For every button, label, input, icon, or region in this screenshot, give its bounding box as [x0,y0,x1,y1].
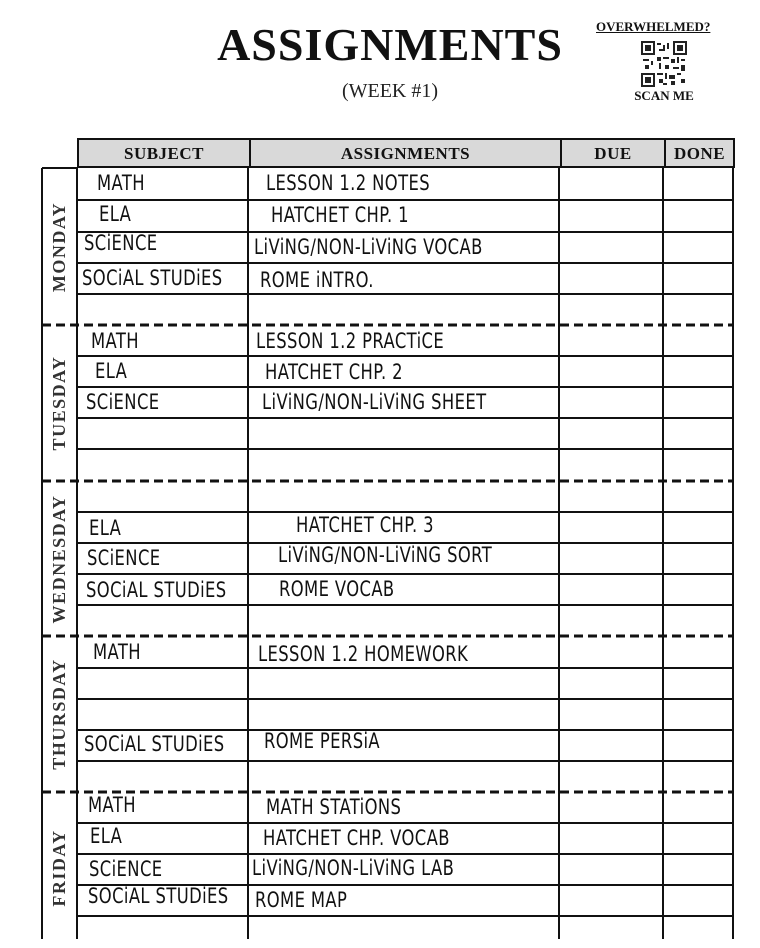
assignment-cell: LiViNG/NON-LiViNG SHEET [262,390,487,414]
scan-me-label: SCAN ME [634,88,694,103]
week-label: (WEEK #1) [341,80,439,102]
subject-cell: SOCiAL STUDiES [82,266,223,290]
subject-cell: ELA [90,824,123,848]
subject-cell: SCiENCE [86,390,160,414]
assignment-cell: LiViNG/NON-LiViNG SORT [278,543,493,567]
assignment-cell: MATH STATiONS [266,795,402,819]
column-header-subject: SUBJECT [123,144,205,163]
day-label-tuesday: TUESDAY [49,355,69,451]
subject-cell: ELA [99,202,132,226]
subject-cell: MATH [97,171,145,195]
subject-cell: SOCiAL STUDiES [88,884,229,908]
subject-cell: MATH [88,793,136,817]
assignment-cell: LESSON 1.2 PRACTiCE [256,329,445,353]
page-title: ASSIGNMENTS [217,19,563,70]
day-label-wednesday: WEDNESDAY [49,494,69,624]
assignment-cell: ROME iNTRO. [260,268,374,292]
assignment-cell: LiViNG/NON-LiViNG VOCAB [254,235,483,259]
assignment-cell: ROME PERSiA [264,729,381,753]
overwhelmed-link[interactable]: OVERWHELMED? [596,19,711,34]
subject-cell: SOCiAL STUDiES [84,732,225,756]
assignment-cell: HATCHET CHP. VOCAB [263,826,450,850]
assignment-cell: LESSON 1.2 NOTES [266,171,431,195]
subject-cell: ELA [95,359,128,383]
column-header-done: DONE [673,144,726,163]
assignment-cell: HATCHET CHP. 3 [296,513,434,537]
subject-cell: SCiENCE [89,857,163,881]
subject-cell: ELA [89,516,122,540]
subject-cell: SOCiAL STUDiES [86,578,227,602]
subject-cell: MATH [93,640,141,664]
subject-cell: MATH [91,329,139,353]
assignment-cell: LESSON 1.2 HOMEWORK [258,642,469,666]
day-label-friday: FRIDAY [49,829,69,907]
assignment-cell: LiViNG/NON-LiViNG LAB [252,856,455,880]
subject-cell: SCiENCE [87,546,161,570]
assignment-cell: HATCHET CHP. 1 [271,203,409,227]
subject-cell: SCiENCE [84,231,158,255]
day-label-monday: MONDAY [49,201,69,293]
day-label-thursday: THURSDAY [49,658,69,770]
assignment-cell: ROME MAP [255,888,348,912]
assignment-cell: HATCHET CHP. 2 [265,360,403,384]
column-header-assignments: ASSIGNMENTS [340,144,471,163]
assignment-cell: ROME VOCAB [279,577,395,601]
column-header-due: DUE [594,144,632,163]
